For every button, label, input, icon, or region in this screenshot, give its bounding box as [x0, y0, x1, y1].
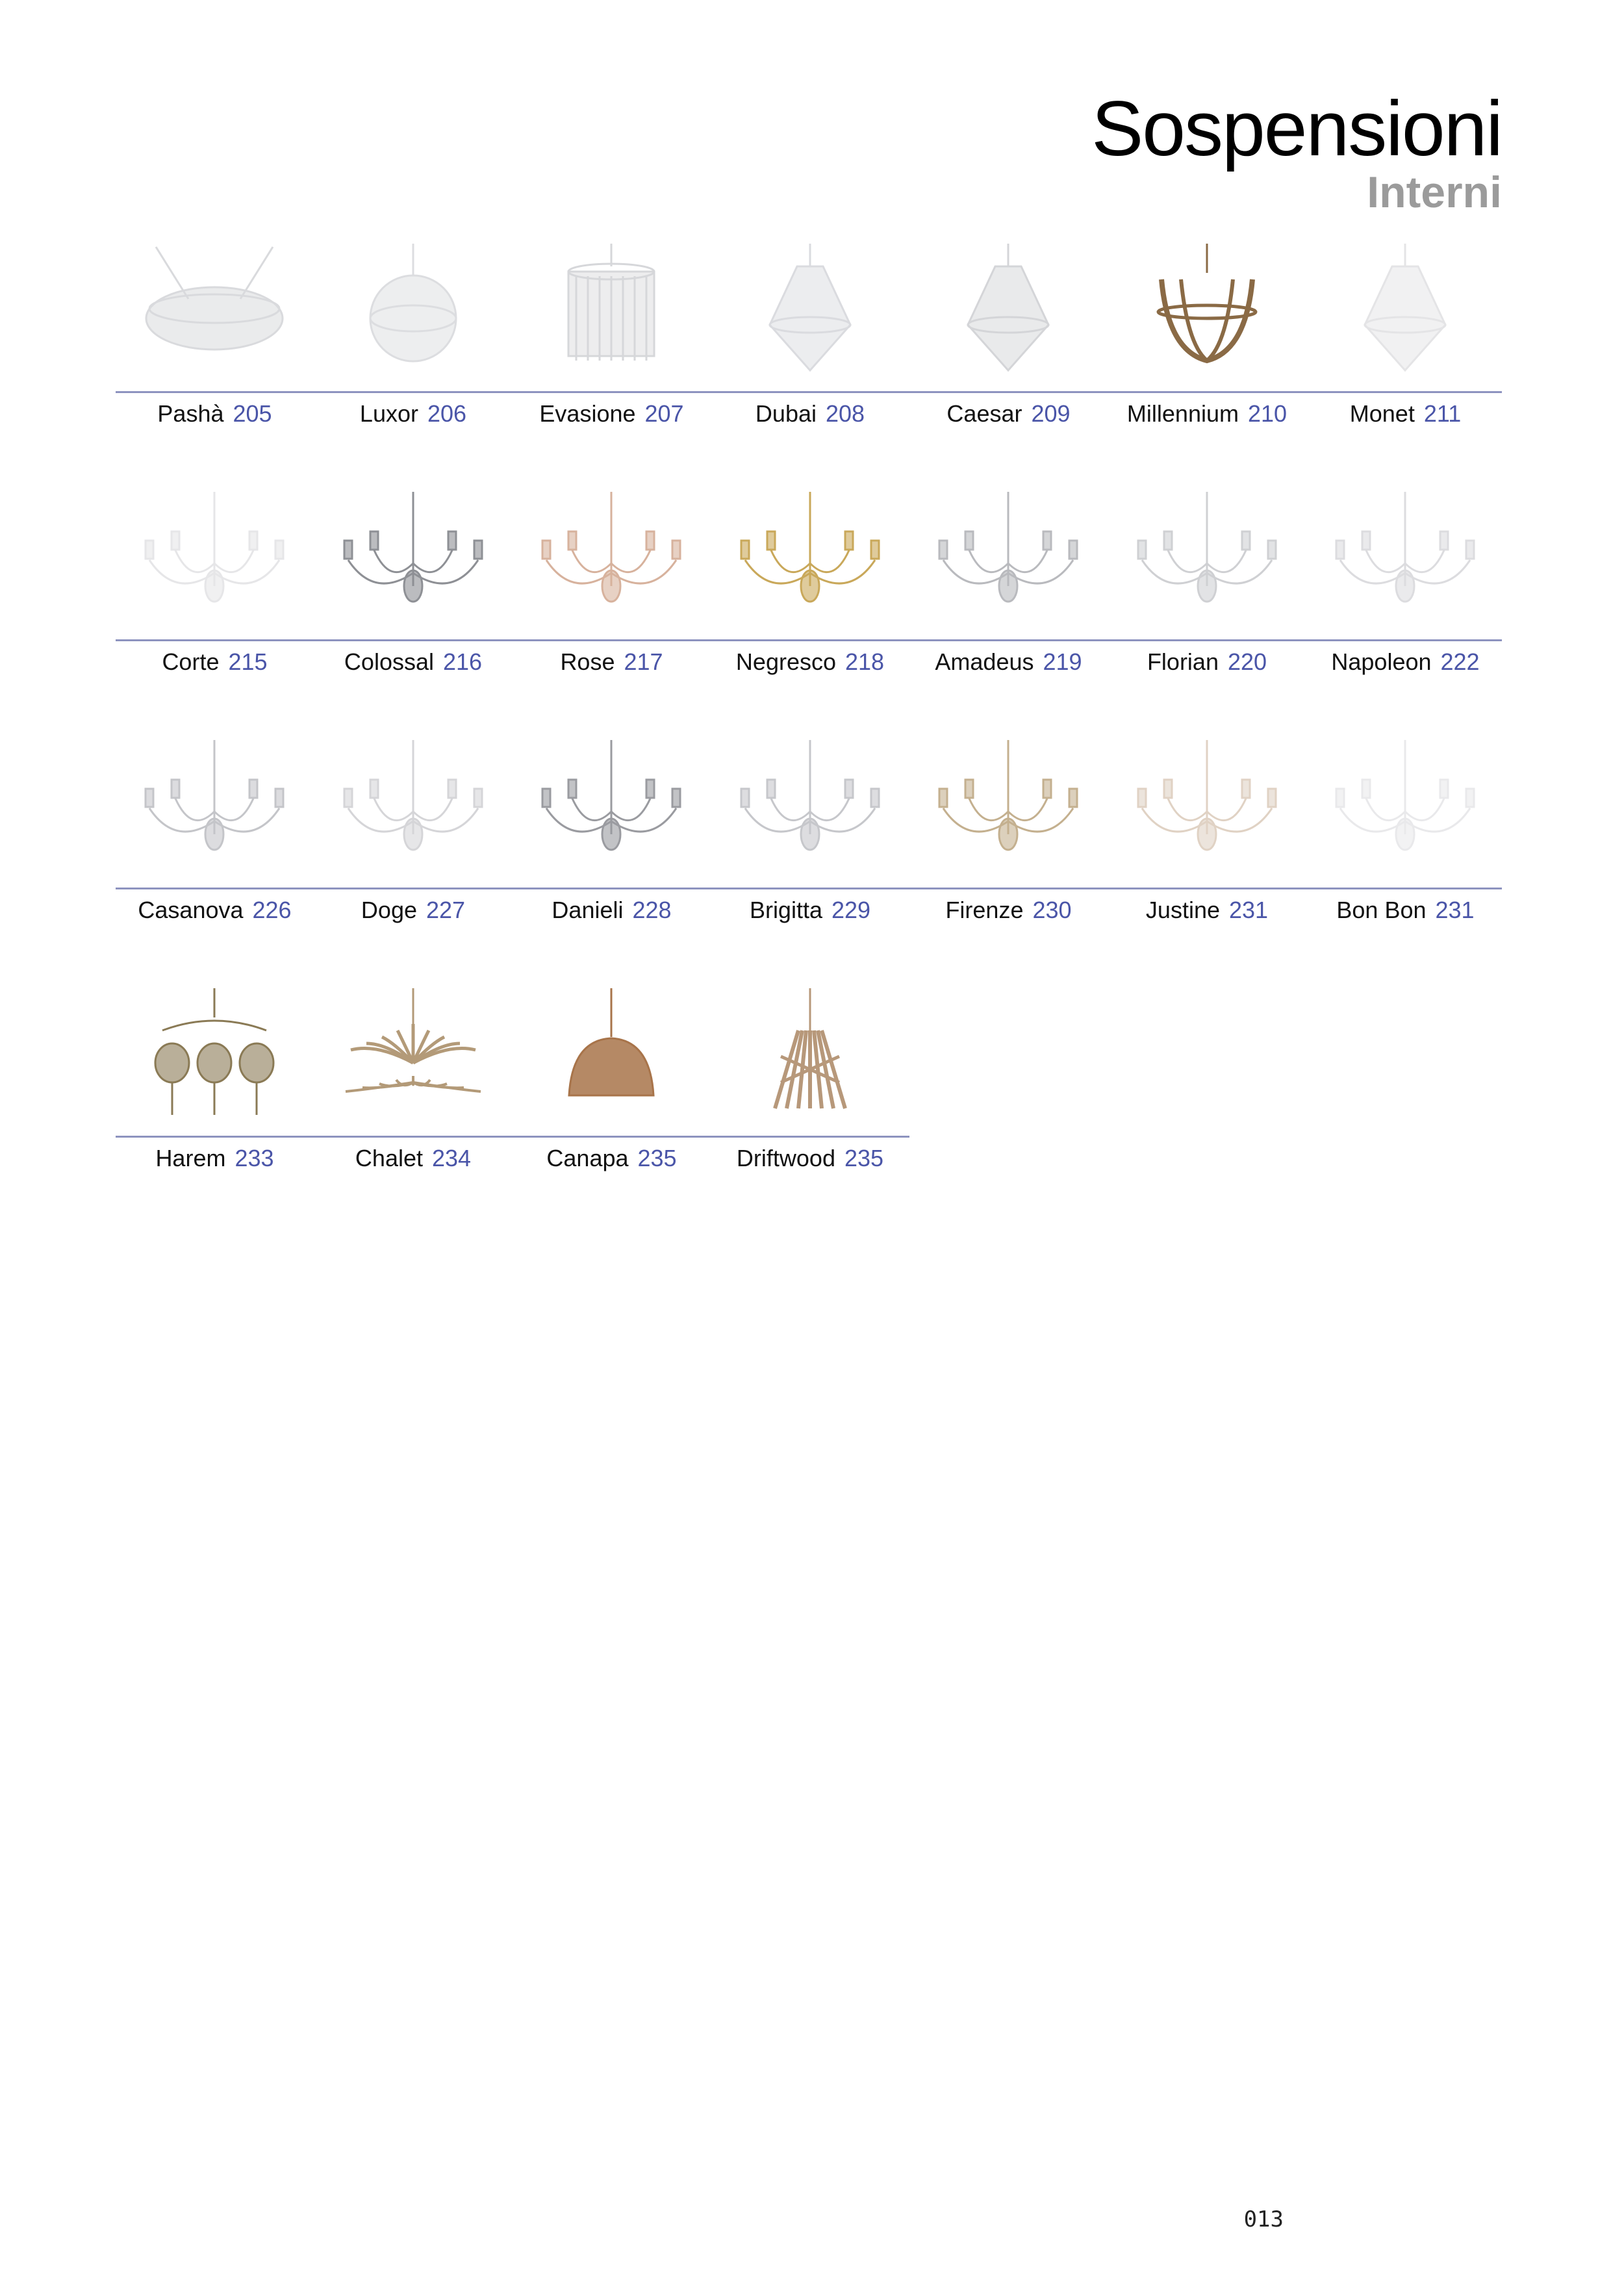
product-page-link[interactable]: 216: [442, 648, 483, 675]
product-label: [513, 648, 711, 676]
product-label: [314, 400, 513, 428]
product-card[interactable]: [711, 737, 909, 932]
row-divider: [116, 1136, 909, 1138]
product-page-link[interactable]: 207: [644, 400, 684, 427]
page-number: 013: [1243, 2206, 1284, 2232]
product-label: [116, 648, 314, 676]
product-card[interactable]: [711, 240, 909, 435]
product-name: Negresco: [735, 648, 836, 675]
evasione-pendant-icon: [513, 240, 711, 383]
canapa-pendant-icon: [513, 985, 711, 1128]
product-card[interactable]: [116, 240, 314, 435]
catalog-row: [116, 737, 1502, 932]
product-page-link[interactable]: 217: [624, 648, 663, 675]
caesar-pendant-icon: [909, 240, 1108, 383]
product-page-link[interactable]: 233: [235, 1145, 274, 1171]
product-label: [711, 897, 909, 924]
product-label: [116, 897, 314, 924]
product-card[interactable]: [909, 240, 1108, 435]
dubai-pendant-icon: [711, 240, 909, 383]
product-page-link[interactable]: 227: [425, 897, 466, 923]
product-label: [1108, 897, 1306, 924]
product-page-link[interactable]: 234: [431, 1145, 472, 1171]
harem-pendant-icon: [116, 985, 314, 1128]
product-card[interactable]: [116, 985, 314, 1180]
bonbon-chandelier-icon: [1306, 737, 1504, 880]
product-card[interactable]: [116, 737, 314, 932]
product-label: [1108, 400, 1306, 428]
product-page-link[interactable]: 235: [844, 1145, 884, 1171]
product-page-link[interactable]: 205: [233, 400, 272, 427]
product-card[interactable]: [1108, 240, 1306, 435]
danieli-chandelier-icon: [513, 737, 711, 880]
product-page-link[interactable]: 208: [825, 400, 865, 427]
amadeus-chandelier-icon: [909, 489, 1108, 632]
product-page-link[interactable]: 226: [252, 897, 292, 923]
product-label: [1108, 648, 1306, 676]
product-name: Napoleon: [1331, 648, 1432, 675]
product-name: Caesar: [946, 400, 1022, 427]
product-card[interactable]: [314, 240, 513, 435]
florian-chandelier-icon: [1108, 489, 1306, 632]
product-label: [513, 400, 711, 428]
product-page-link[interactable]: 211: [1423, 400, 1462, 427]
product-page-link[interactable]: 231: [1229, 897, 1269, 923]
millennium-pendant-icon: [1108, 240, 1306, 383]
colossal-chandelier-icon: [314, 489, 513, 632]
product-card[interactable]: [909, 489, 1108, 683]
product-name: Danieli: [552, 897, 624, 923]
product-label: [513, 1145, 711, 1172]
product-name: Canapa: [546, 1145, 629, 1171]
catalog-row: [116, 489, 1502, 683]
product-label: [513, 897, 711, 924]
product-card[interactable]: [314, 489, 513, 683]
product-name: Brigitta: [749, 897, 822, 923]
product-name: Doge: [361, 897, 417, 923]
monet-pendant-icon: [1306, 240, 1504, 383]
driftwood-pendant-icon: [711, 985, 909, 1128]
product-page-link[interactable]: 230: [1032, 897, 1072, 923]
product-card[interactable]: [1108, 489, 1306, 683]
firenze-chandelier-icon: [909, 737, 1108, 880]
casanova-chandelier-icon: [116, 737, 314, 880]
negresco-chandelier-icon: [711, 489, 909, 632]
product-card[interactable]: [1306, 737, 1504, 932]
catalog-row: [116, 240, 1502, 435]
product-name: Firenze: [945, 897, 1024, 923]
product-label: [711, 1145, 909, 1172]
corte-chandelier-icon: [116, 489, 314, 632]
pasha-pendant-icon: [116, 240, 314, 383]
product-card[interactable]: [711, 985, 909, 1180]
product-page-link[interactable]: 215: [228, 648, 268, 675]
product-name: Harem: [155, 1145, 226, 1171]
product-name: Justine: [1145, 897, 1220, 923]
row-divider: [116, 639, 1502, 641]
product-page-link[interactable]: 220: [1227, 648, 1267, 675]
product-name: Monet: [1349, 400, 1415, 427]
doge-chandelier-icon: [314, 737, 513, 880]
product-page-link[interactable]: 209: [1031, 400, 1071, 427]
product-card[interactable]: [909, 737, 1108, 932]
product-label: [909, 897, 1108, 924]
product-name: Bon Bon: [1336, 897, 1427, 923]
product-name: Driftwood: [736, 1145, 835, 1171]
product-card[interactable]: [314, 737, 513, 932]
product-name: Rose: [560, 648, 615, 675]
product-page-link[interactable]: 210: [1247, 400, 1288, 427]
product-label: [1306, 897, 1504, 924]
product-name: Colossal: [344, 648, 434, 675]
catalog-row: [116, 985, 1502, 1180]
product-name: Luxor: [359, 400, 418, 427]
product-name: Millennium: [1126, 400, 1239, 427]
product-label: [711, 400, 909, 428]
page-title: Sospensioni: [1091, 85, 1502, 172]
product-card[interactable]: [1306, 489, 1504, 683]
product-card[interactable]: [116, 489, 314, 683]
napoleon-chandelier-icon: [1306, 489, 1504, 632]
product-page-link[interactable]: 229: [831, 897, 871, 923]
row-divider: [116, 888, 1502, 889]
product-card[interactable]: [1306, 240, 1504, 435]
product-label: [116, 400, 314, 428]
brigitta-chandelier-icon: [711, 737, 909, 880]
product-label: [1306, 648, 1504, 676]
product-page-link[interactable]: 231: [1435, 897, 1475, 923]
product-card[interactable]: [513, 489, 711, 683]
product-label: [314, 648, 513, 676]
product-page-link[interactable]: 206: [427, 400, 467, 427]
product-label: [909, 648, 1108, 676]
row-divider: [116, 391, 1502, 393]
product-name: Dubai: [755, 400, 817, 427]
rose-chandelier-icon: [513, 489, 711, 632]
product-card[interactable]: [513, 737, 711, 932]
justine-chandelier-icon: [1108, 737, 1306, 880]
page-subtitle: Interni: [1367, 168, 1502, 217]
product-page-link[interactable]: 222: [1440, 648, 1480, 675]
product-page-link[interactable]: 219: [1043, 648, 1082, 675]
product-label: [314, 1145, 513, 1172]
product-name: Casanova: [138, 897, 244, 923]
product-card[interactable]: [513, 240, 711, 435]
product-card[interactable]: [513, 985, 711, 1180]
product-name: Evasione: [539, 400, 636, 427]
product-card[interactable]: [1108, 737, 1306, 932]
product-card[interactable]: [314, 985, 513, 1180]
product-page-link[interactable]: 218: [845, 648, 885, 675]
product-name: Florian: [1147, 648, 1219, 675]
product-page-link[interactable]: 235: [637, 1145, 677, 1171]
product-page-link[interactable]: 228: [632, 897, 672, 923]
product-card[interactable]: [711, 489, 909, 683]
product-label: [909, 400, 1108, 428]
product-label: [314, 897, 513, 924]
chalet-antler-icon: [314, 985, 513, 1128]
product-label: [711, 648, 909, 676]
product-label: [116, 1145, 314, 1172]
product-label: [1306, 400, 1504, 428]
product-name: Pashà: [157, 400, 224, 427]
product-name: Corte: [162, 648, 220, 675]
product-name: Amadeus: [935, 648, 1034, 675]
luxor-pendant-icon: [314, 240, 513, 383]
product-name: Chalet: [355, 1145, 423, 1171]
